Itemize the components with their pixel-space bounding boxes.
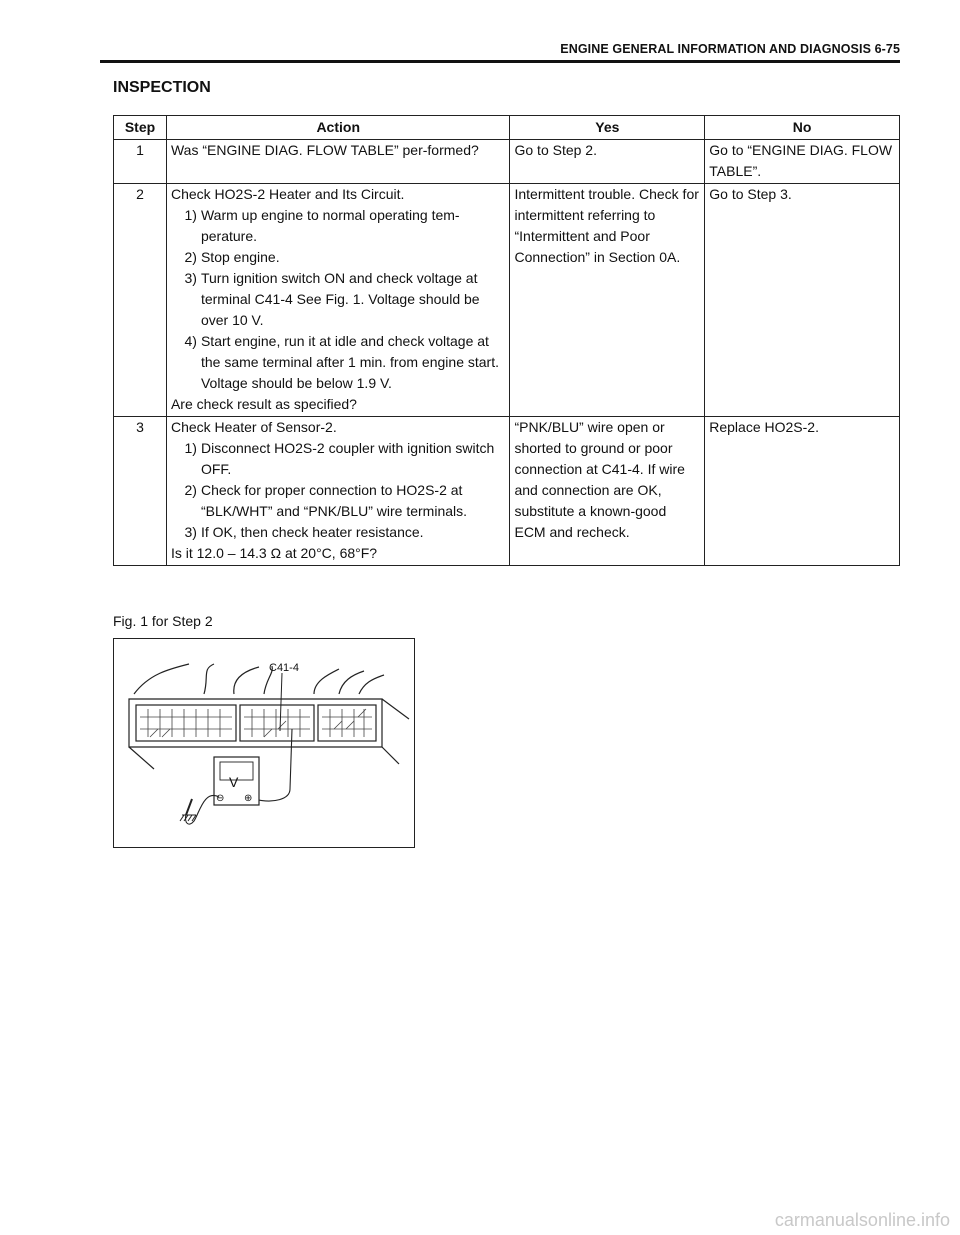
item-number: 2) bbox=[184, 482, 197, 498]
section-title: INSPECTION bbox=[113, 79, 211, 96]
item-text: Stop engine. bbox=[200, 249, 280, 265]
action-list bbox=[171, 438, 506, 543]
item-number: 1) bbox=[184, 207, 197, 223]
action-note bbox=[171, 373, 506, 394]
action-cell bbox=[166, 184, 510, 417]
note-text: Voltage should be below 1.9 V. bbox=[200, 375, 392, 391]
action-item bbox=[171, 480, 506, 522]
plus-terminal-icon: ⊕ bbox=[244, 793, 253, 804]
connector-diagram bbox=[114, 639, 414, 847]
no-cell: Go to Step 3. bbox=[705, 184, 900, 417]
item-number: 2) bbox=[184, 249, 197, 265]
header-rule bbox=[100, 60, 900, 63]
item-number: 4) bbox=[184, 333, 197, 349]
table-row bbox=[114, 140, 900, 184]
page-header: ENGINE GENERAL INFORMATION AND DIAGNOSIS 6-75 bbox=[560, 42, 900, 56]
yes-cell: Intermittent trouble. Check for intermittent referring to “Intermittent and Poor Connection” in Section 0A. bbox=[510, 184, 705, 417]
item-text: If OK, then check heater resistance. bbox=[200, 524, 424, 540]
col-header-no: No bbox=[705, 116, 900, 140]
ground-icon bbox=[180, 815, 196, 821]
volt-symbol: V bbox=[229, 774, 239, 790]
col-header-yes: Yes bbox=[510, 116, 705, 140]
item-number: 3) bbox=[184, 270, 197, 286]
yes-cell: Go to Step 2. bbox=[510, 140, 705, 184]
step-number: 3 bbox=[114, 417, 167, 566]
no-cell: Go to “ENGINE DIAG. FLOW TABLE”. bbox=[705, 140, 900, 184]
action-question: Is it 12.0 – 14.3 Ω at 20°C, 68°F? bbox=[170, 545, 378, 561]
yes-cell: “PNK/BLU” wire open or shorted to ground or poor connection at C41-4. If wire and connection are OK, substitute a known-good ECM and recheck. bbox=[510, 417, 705, 566]
table-row bbox=[114, 417, 900, 566]
action-item bbox=[171, 331, 506, 373]
action-text: Check HO2S-2 Heater and Its Circuit. bbox=[170, 186, 405, 202]
action-item bbox=[171, 247, 506, 268]
col-header-step: Step bbox=[114, 116, 167, 140]
item-text: Start engine, run it at idle and check voltage at the same terminal after 1 min. from engine start. bbox=[200, 333, 499, 370]
minus-terminal-icon: ⊖ bbox=[216, 793, 225, 804]
action-list bbox=[171, 205, 506, 394]
item-text: Warm up engine to normal operating tem-perature. bbox=[200, 207, 460, 244]
table-row bbox=[114, 184, 900, 417]
action-item bbox=[171, 438, 506, 480]
col-header-action: Action bbox=[166, 116, 510, 140]
inspection-table bbox=[113, 115, 900, 566]
terminal-label: C41-4 bbox=[269, 662, 299, 674]
item-text: Check for proper connection to HO2S-2 at “BLK/WHT” and “PNK/BLU” wire terminals. bbox=[200, 482, 468, 519]
table-header-row bbox=[114, 116, 900, 140]
figure-caption: Fig. 1 for Step 2 bbox=[113, 613, 213, 629]
ecm-connector-figure bbox=[113, 638, 415, 848]
watermark: carmanualsonline.info bbox=[774, 1210, 950, 1230]
action-cell bbox=[166, 140, 510, 184]
action-item bbox=[171, 205, 506, 247]
item-number: 1) bbox=[184, 440, 197, 456]
action-text: Was “ENGINE DIAG. FLOW TABLE” per-formed? bbox=[170, 142, 479, 158]
no-cell: Replace HO2S-2. bbox=[705, 417, 900, 566]
item-text: Disconnect HO2S-2 coupler with ignition switch OFF. bbox=[200, 440, 495, 477]
step-number: 2 bbox=[114, 184, 167, 417]
item-text: Turn ignition switch ON and check voltage at terminal C41-4 See Fig. 1. Voltage should be over 10 V. bbox=[200, 270, 480, 328]
item-number: 3) bbox=[184, 524, 197, 540]
action-question: Are check result as specified? bbox=[170, 396, 357, 412]
step-number: 1 bbox=[114, 140, 167, 184]
action-item bbox=[171, 268, 506, 331]
action-item bbox=[171, 522, 506, 543]
action-text: Check Heater of Sensor-2. bbox=[170, 419, 337, 435]
action-cell bbox=[166, 417, 510, 566]
